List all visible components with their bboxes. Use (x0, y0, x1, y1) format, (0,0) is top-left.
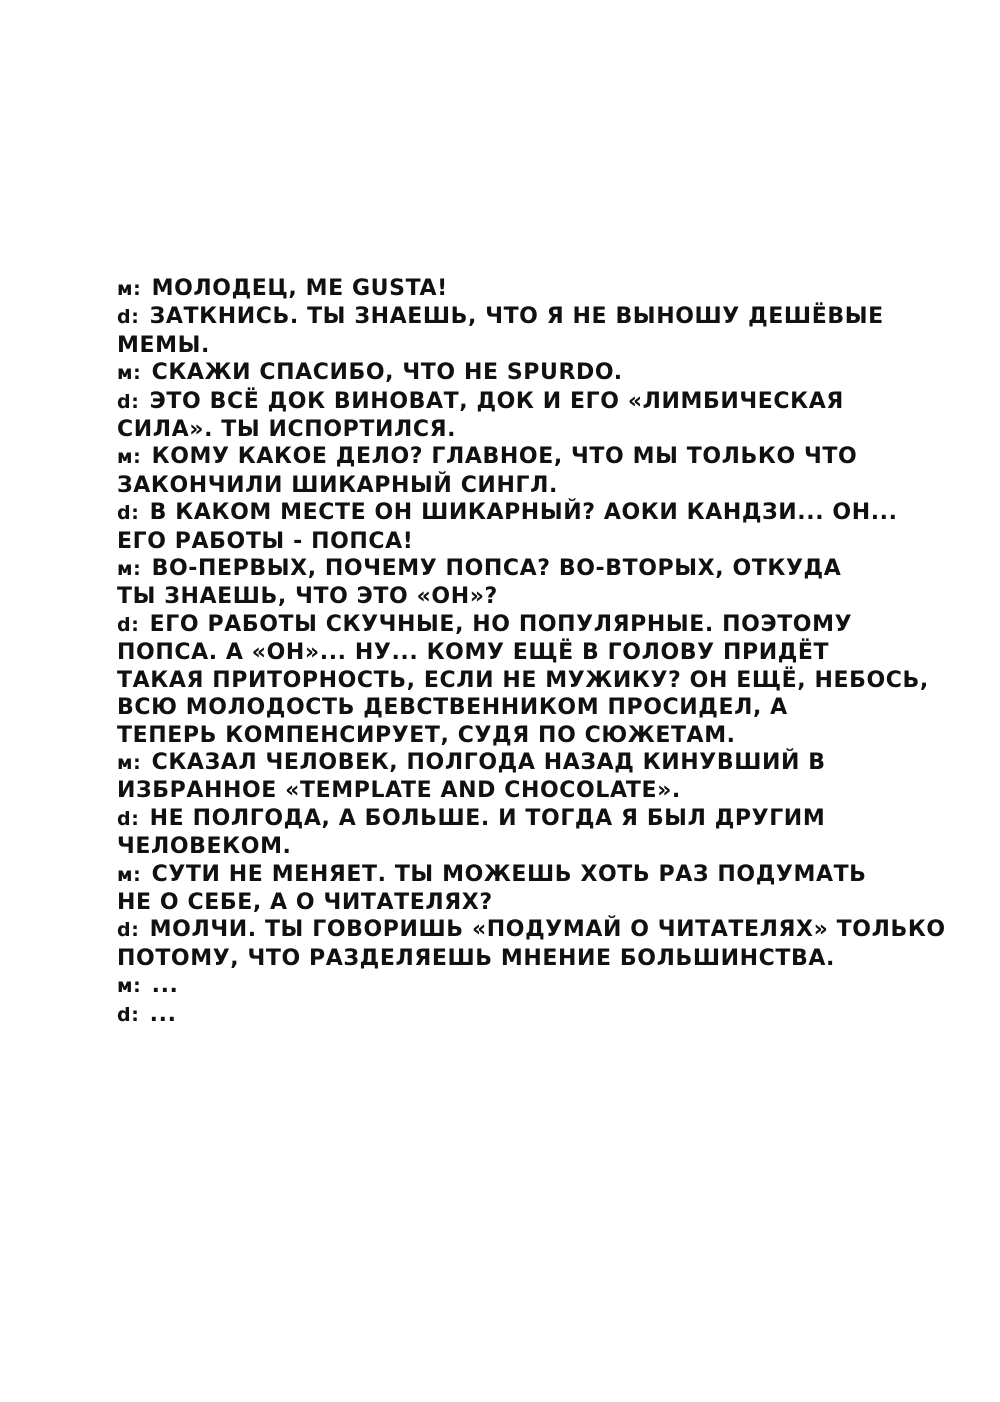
dialogue-line (117, 805, 917, 833)
speaker-label: м: (117, 446, 142, 469)
line-text: ВСЮ МОЛОДОСТЬ ДЕВСТВЕННИКОМ ПРОСИДЕЛ, А (117, 695, 788, 721)
dialogue-line (117, 777, 917, 804)
dialogue-line (117, 722, 917, 749)
dialogue-line (117, 472, 917, 499)
dialogue-line (117, 1001, 917, 1029)
dialogue-line (117, 749, 917, 777)
speaker-label: м: (117, 863, 142, 886)
speaker-label: d: (117, 390, 140, 413)
line-text: ... (149, 1001, 177, 1027)
line-text: СУТИ НЕ МЕНЯЕТ. ТЫ МОЖЕШЬ ХОТЬ РАЗ ПОДУМАТЬ (151, 861, 867, 887)
dialogue-line (117, 388, 917, 416)
speaker-label: d: (117, 807, 140, 830)
speaker-label: м: (117, 362, 142, 385)
speaker-label: d: (117, 1003, 140, 1026)
line-text: СКАЖИ СПАСИБО, ЧТО НЕ SPURDO. (151, 360, 623, 386)
line-text: ВО-ПЕРВЫХ, ПОЧЕМУ ПОПСА? ВО-ВТОРЫХ, ОТКУДА (151, 556, 842, 582)
dialogue-text (117, 275, 946, 1029)
speaker-label: d: (117, 613, 140, 636)
line-text: МОЛОДЕЦ, МЕ GUSTA! (151, 276, 448, 301)
line-text: ПОПСА. А «ОН»... НУ... КОМУ ЕЩЁ В ГОЛОВУ ПРИДЁТ (117, 640, 830, 666)
dialogue-line (117, 639, 917, 666)
dialogue-line (117, 861, 917, 889)
line-text: ТЕПЕРЬ КОМПЕНСИРУЕТ, СУДЯ ПО СЮЖЕТАМ. (117, 722, 736, 748)
dialogue-line (117, 611, 917, 639)
line-text: ЭТО ВСЁ ДОК ВИНОВАТ, ДОК И ЕГО «ЛИМБИЧЕСКАЯ (149, 388, 844, 414)
speaker-label: d: (117, 502, 140, 525)
line-text: СКАЗАЛ ЧЕЛОВЕК, ПОЛГОДА НАЗАД КИНУВШИЙ В (151, 749, 826, 775)
dialogue-line (117, 555, 917, 583)
line-text: В КАКОМ МЕСТЕ ОН ШИКАРНЫЙ? АОКИ КАНДЗИ... ОН... (149, 500, 898, 526)
speaker-label: м: (117, 278, 142, 300)
speaker-label: м: (117, 975, 142, 998)
speaker-label: м: (117, 558, 142, 581)
line-text: НЕ О СЕБЕ, А О ЧИТАТЕЛЯХ? (117, 889, 493, 915)
dialogue-line (117, 303, 917, 331)
line-text: ТЫ ЗНАЕШЬ, ЧТО ЭТО «ОН»? (117, 584, 498, 610)
dialogue-line (117, 889, 917, 916)
dialogue-line (117, 945, 917, 972)
line-text: ЗАТКНИСЬ. ТЫ ЗНАЕШЬ, ЧТО Я НЕ ВЫНОШУ ДЕШЁВЫЕ (149, 304, 884, 330)
line-text: ЕГО РАБОТЫ СКУЧНЫЕ, НО ПОПУЛЯРНЫЕ. ПОЭТОМУ (149, 611, 853, 637)
speaker-label: d: (117, 306, 140, 329)
speaker-label: м: (117, 751, 142, 774)
speaker-label: d: (117, 919, 140, 942)
line-text: ИЗБРАННОЕ «TEMPLATE AND CHOCOLATE». (117, 778, 681, 804)
dialogue-line (117, 359, 917, 387)
dialogue-line (117, 916, 946, 944)
line-text: КОМУ КАКОЕ ДЕЛО? ГЛАВНОЕ, ЧТО МЫ ТОЛЬКО ЧТО (151, 444, 858, 470)
line-text: ЧЕЛОВЕКОМ. (117, 834, 292, 860)
line-text: ТАКАЯ ПРИТОРНОСТЬ, ЕСЛИ НЕ МУЖИКУ? ОН ЕЩЁ, НЕБОСЬ, (117, 667, 929, 693)
dialogue-line (117, 833, 917, 860)
line-text: ПОТОМУ, ЧТО РАЗДЕЛЯЕШЬ МНЕНИЕ БОЛЬШИНСТВА. (117, 945, 835, 971)
line-text: НЕ ПОЛГОДА, А БОЛЬШЕ. И ТОГДА Я БЫЛ ДРУГИМ (149, 805, 826, 831)
dialogue-line (117, 972, 917, 1000)
line-text: ЕГО РАБОТЫ - ПОПСА! (117, 528, 414, 554)
dialogue-line (117, 694, 917, 721)
dialogue-line (117, 667, 929, 694)
dialogue-line (117, 443, 917, 471)
dialogue-line (117, 416, 917, 443)
line-text: МОЛЧИ. ТЫ ГОВОРИШЬ «ПОДУМАЙ О ЧИТАТЕЛЯХ» ТОЛЬКО (149, 917, 946, 943)
dialogue-line (117, 583, 917, 610)
line-text: ... (151, 973, 179, 999)
line-text: МЕМЫ. (117, 332, 210, 358)
dialogue-line (117, 275, 917, 303)
line-text: ЗАКОНЧИЛИ ШИКАРНЫЙ СИНГЛ. (117, 472, 558, 498)
dialogue-line (117, 528, 917, 555)
dialogue-line (117, 499, 917, 527)
dialogue-line (117, 332, 917, 359)
line-text: СИЛА». ТЫ ИСПОРТИЛСЯ. (117, 417, 457, 443)
